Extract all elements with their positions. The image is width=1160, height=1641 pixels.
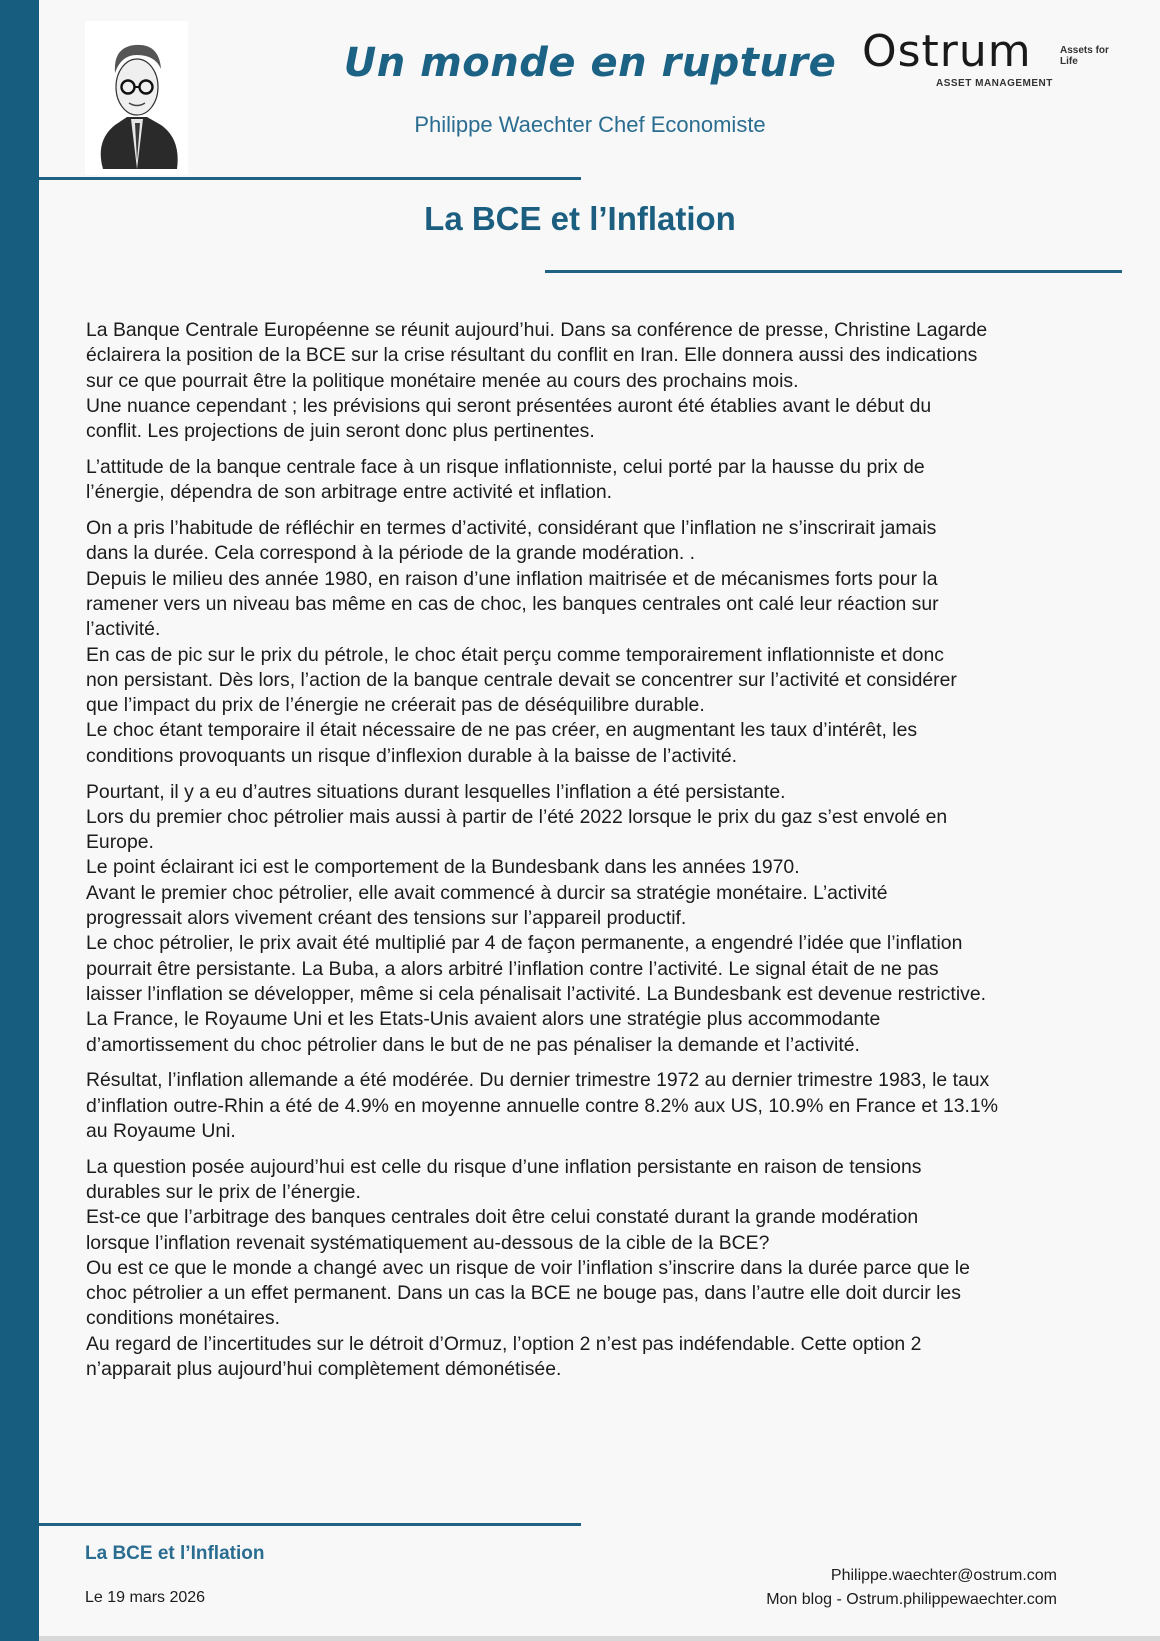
paragraph [86, 455, 1126, 506]
text-line: d’inflation outre-Rhin a été de 4.9% en moyenne annuelle contre 8.2% aux US, 10.9% en France et 13.1% [86, 1094, 998, 1117]
paragraph [86, 516, 1126, 769]
text-line: La Banque Centrale Européenne se réunit aujourd’hui. Dans sa conférence de presse, Christine Lagarde [86, 319, 988, 341]
logo-tagline: Assets for Life [1060, 45, 1109, 67]
text-line: La question posée aujourd’hui est celle du risque d’une inflation persistante en raison de tensions [86, 1155, 922, 1178]
text-line: l’activité. [86, 618, 161, 641]
paragraph [86, 1068, 1126, 1144]
text-line: laisser l’inflation se développer, même si cela pénalisait l’activité. La Bundesbank est devenue restrictive. [86, 982, 986, 1005]
text-line: Le choc pétrolier, le prix avait été multiplié par 4 de façon permanente, a engendré l’idée que l’inflation [86, 932, 963, 955]
header-divider-left [39, 177, 581, 180]
logo-wordmark: Ostrum [862, 26, 1032, 77]
text-line: Au regard de l’incertitudes sur le détroit d’Ormuz, l’option 2 n’est pas indéfendable. Cette option 2 [86, 1332, 922, 1355]
text-line: non persistant. Dès lors, l’action de la banque centrale devait se concentrer sur l’activité et considérer [86, 668, 957, 691]
text-line: éclairera la position de la BCE sur la crise résultant du conflit en Iran. Elle donnera aussi des indications [86, 344, 978, 367]
text-line: ramener vers un niveau bas même en cas de choc, les banques centrales ont calé leur réaction sur [86, 592, 939, 615]
text-line: durables sur le prix de l’énergie. [86, 1181, 361, 1203]
text-line: Depuis le milieu des année 1980, en raison d’une inflation maitrisée et de mécanismes forts pour la [86, 567, 938, 590]
text-line: Pourtant, il y a eu d’autres situations durant lesquelles l’inflation a été persistante. [86, 780, 786, 803]
text-line: On a pris l’habitude de réfléchir en termes d’activité, considérant que l’inflation ne s’inscrirait jamais [86, 517, 937, 540]
series-title: Un monde en rupture [343, 40, 837, 86]
text-line: d’amortissement du choc pétrolier dans le but de ne pas pénaliser la demande et l’activité. [86, 1033, 860, 1056]
publication-date: Le 19 mars 2026 [85, 1589, 206, 1606]
text-line: progressait alors vivement créant des tensions sur l’appareil productif. [86, 907, 687, 930]
text-line: n’apparait plus aujourd’hui complètement démonétisée. [86, 1358, 562, 1381]
text-line: pourrait être persistante. La Buba, a alors arbitré l’inflation contre l’activité. Le signal était de ne pas [86, 957, 939, 980]
footer-title: La BCE et l’Inflation [85, 1543, 265, 1564]
text-line: Le point éclairant ici est le comportement de la Bundesbank dans les années 1970. [86, 856, 800, 879]
text-line: conflit. Les projections de juin seront donc plus pertinentes. [86, 420, 595, 443]
portrait-sketch-icon [85, 21, 188, 175]
contact-email[interactable]: Philippe.waechter@ostrum.com [830, 1567, 1057, 1584]
text-line: lorsque l’inflation revenait systématiquement au-dessous de la cible de la BCE? [86, 1231, 770, 1254]
text-line: L’attitude de la banque centrale face à un risque inflationniste, celui porté par la hausse du prix de [86, 455, 925, 478]
logo-subline: ASSET MANAGEMENT [936, 78, 1053, 89]
text-line: Résultat, l’inflation allemande a été modérée. Du dernier trimestre 1972 au dernier trimestre 1983, le taux [86, 1069, 990, 1092]
page-bottom-edge [39, 1636, 1160, 1641]
footer-divider [39, 1523, 581, 1526]
paragraph [86, 1155, 1126, 1383]
text-line: En cas de pic sur le prix du pétrole, le choc était perçu comme temporairement inflationniste et donc [86, 643, 944, 666]
text-line: sur ce que pourrait être la politique monétaire menée au cours des prochains mois. [86, 369, 799, 392]
article-body [86, 318, 1126, 1393]
sidebar-accent-bar [0, 0, 39, 1641]
document-title: La BCE et l’Inflation [424, 200, 736, 237]
text-line: dans la durée. Cela correspond à la période de la grande modération. . [86, 542, 696, 565]
author-portrait-icon [85, 21, 188, 175]
header-divider-right [545, 270, 1122, 273]
text-line: conditions provoquants un risque d’inflexion durable à la baisse de l’activité. [86, 744, 738, 767]
text-line: Le choc étant temporaire il était nécessaire de ne pas créer, en augmentant les taux d’intérêt, les [86, 719, 918, 742]
text-line: que l’impact du prix de l’énergie ne créerait pas de déséquilibre durable. [86, 694, 705, 717]
text-line: La France, le Royaume Uni et les Etats-Unis avaient alors une stratégie plus accommodante [86, 1008, 881, 1031]
text-line: Europe. [86, 831, 154, 854]
ostrum-logo [862, 26, 1122, 92]
text-line: choc pétrolier a un effet permanent. Dans un cas la BCE ne bouge pas, dans l’autre elle doit durcir les [86, 1282, 961, 1305]
paragraph [86, 318, 1126, 444]
blog-link[interactable]: Mon blog - Ostrum.philippewaechter.com [766, 1591, 1057, 1608]
paragraph [86, 780, 1126, 1058]
footer-contact [766, 1564, 1057, 1612]
text-line: conditions monétaires. [86, 1307, 281, 1330]
text-line: Ou est ce que le monde a changé avec un risque de voir l’inflation s’inscrire dans la durée parce que le [86, 1256, 970, 1279]
text-line: au Royaume Uni. [86, 1119, 236, 1142]
text-line: Lors du premier choc pétrolier mais aussi à partir de l’été 2022 lorsque le prix du gaz s’est envolé en [86, 805, 948, 828]
text-line: Une nuance cependant ; les prévisions qui seront présentées auront été établies avant le début du [86, 394, 932, 417]
text-line: Avant le premier choc pétrolier, elle avait commencé à durcir sa stratégie monétaire. L’activité [86, 881, 888, 904]
text-line: Est-ce que l’arbitrage des banques centrales doit être celui constaté durant la grande modération [86, 1206, 919, 1229]
text-line: l’énergie, dépendra de son arbitrage entre activité et inflation. [86, 481, 613, 504]
author-subtitle: Philippe Waechter Chef Economiste [414, 112, 766, 137]
